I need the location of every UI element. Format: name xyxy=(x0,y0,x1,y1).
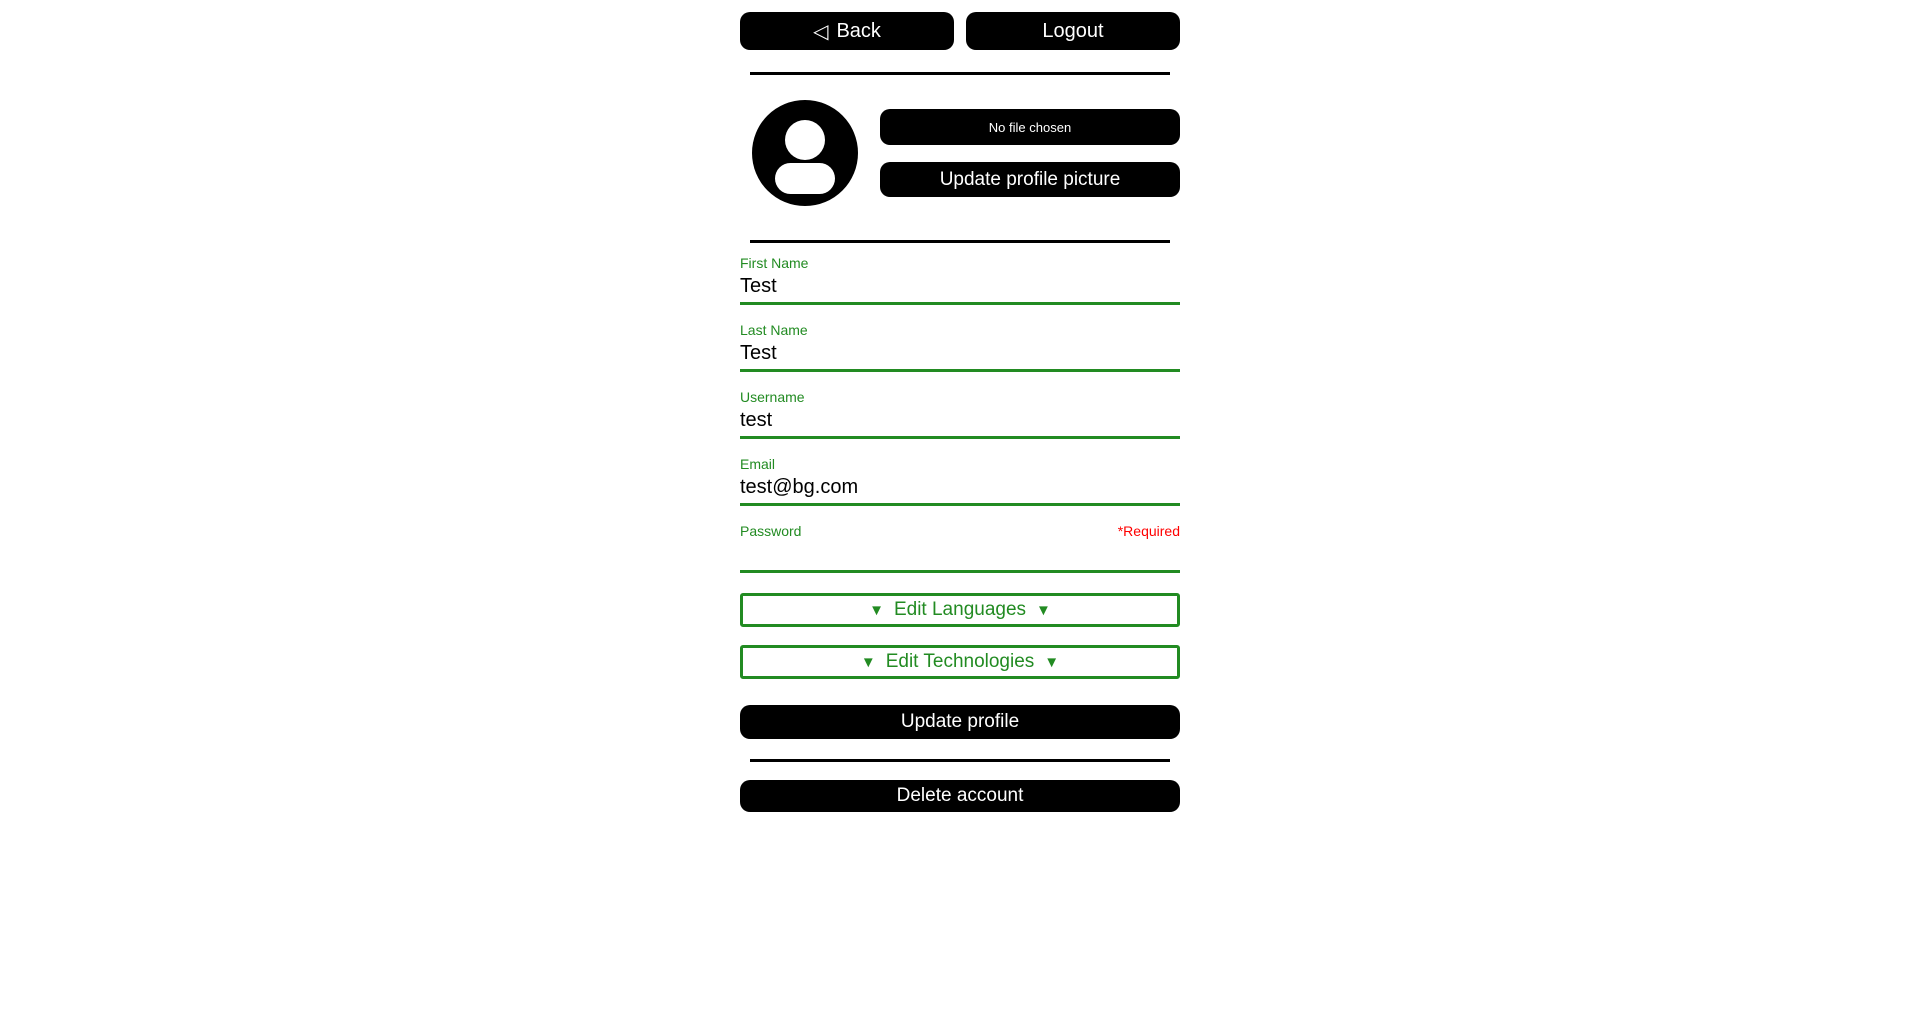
chevron-down-icon: ▼ xyxy=(1036,601,1051,619)
top-button-row xyxy=(740,12,1180,50)
last-name-input[interactable] xyxy=(740,338,1180,372)
field-head xyxy=(740,523,1180,539)
email-label: Email xyxy=(740,456,776,472)
password-label: Password xyxy=(740,523,802,539)
edit-technologies-label: Edit Technologies xyxy=(885,651,1035,672)
divider-picture xyxy=(750,240,1170,243)
logout-button[interactable]: Logout xyxy=(966,12,1180,50)
field-head xyxy=(740,456,1180,472)
profile-form-container xyxy=(740,0,1180,812)
field-head xyxy=(740,389,1180,405)
username-label: Username xyxy=(740,389,805,405)
password-input[interactable] xyxy=(740,539,1180,573)
edit-languages-button[interactable] xyxy=(740,593,1180,627)
username-input[interactable] xyxy=(740,405,1180,439)
field-last-name xyxy=(740,322,1180,372)
field-head xyxy=(740,255,1180,271)
file-input-button[interactable]: No file chosen xyxy=(880,109,1180,145)
edit-languages-label: Edit Languages xyxy=(893,599,1027,620)
required-badge: *Required xyxy=(1117,523,1180,539)
field-password xyxy=(740,523,1180,573)
chevron-down-icon: ▼ xyxy=(1044,653,1060,671)
back-button-label: Back xyxy=(836,19,881,42)
back-button[interactable] xyxy=(740,12,954,50)
field-first-name xyxy=(740,255,1180,305)
last-name-label: Last Name xyxy=(740,322,808,338)
update-picture-button[interactable]: Update profile picture xyxy=(880,162,1180,197)
first-name-label: First Name xyxy=(740,255,809,271)
chevron-down-icon: ▼ xyxy=(860,653,876,671)
first-name-input[interactable] xyxy=(740,271,1180,305)
field-email xyxy=(740,456,1180,506)
field-head xyxy=(740,322,1180,338)
chevron-down-icon: ▼ xyxy=(869,601,884,619)
picture-button-column xyxy=(880,109,1180,197)
email-input[interactable] xyxy=(740,472,1180,506)
person-avatar-icon xyxy=(752,100,858,206)
update-profile-button[interactable]: Update profile xyxy=(740,705,1180,739)
divider-top xyxy=(750,72,1170,75)
divider-bottom xyxy=(750,759,1170,762)
edit-technologies-button[interactable] xyxy=(740,645,1180,679)
back-triangle-icon: ◁ xyxy=(813,20,829,43)
profile-picture-section xyxy=(740,100,1180,206)
field-username xyxy=(740,389,1180,439)
delete-account-button[interactable]: Delete account xyxy=(740,780,1180,812)
